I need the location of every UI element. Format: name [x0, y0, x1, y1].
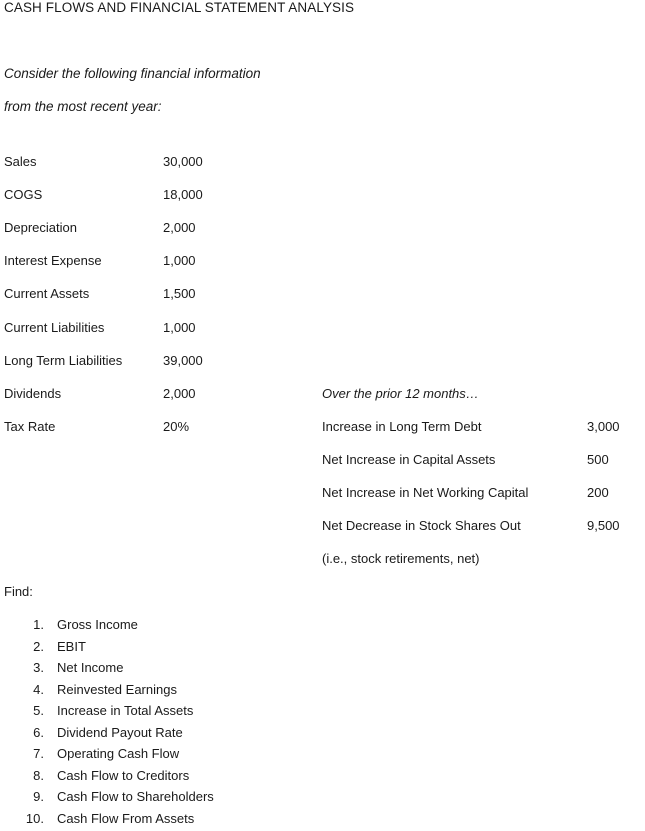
financial-label-dividends: Dividends — [4, 386, 62, 401]
financial-label-depreciation: Depreciation — [4, 220, 77, 235]
financial-value-sales: 30,000 — [163, 154, 203, 169]
task-number: 10. — [25, 810, 44, 826]
find-label: Find: — [4, 584, 33, 599]
page-title: CASH FLOWS AND FINANCIAL STATEMENT ANALYSIS — [4, 0, 355, 15]
task-text: Dividend Payout Rate — [57, 724, 183, 740]
prior-value-stock-shares: 9,500 — [587, 518, 620, 533]
financial-label-cogs: COGS — [4, 187, 43, 202]
financial-label-current-assets: Current Assets — [4, 286, 90, 301]
financial-value-long-term-liabilities: 39,000 — [163, 353, 203, 368]
task-text: Gross Income — [57, 617, 138, 632]
prior-label-net-working-capital: Net Increase in Net Working Capital — [322, 485, 529, 500]
financial-value-cogs: 18,000 — [163, 187, 203, 202]
prior-value-lt-debt: 3,000 — [587, 419, 620, 434]
task-text: Reinvested Earnings — [57, 681, 177, 697]
prior-note: (i.e., stock retirements, net) — [322, 551, 480, 566]
task-text: Increase in Total Assets — [57, 703, 194, 718]
financial-label-current-liabilities: Current Liabilities — [4, 320, 105, 335]
task-number: 8. — [33, 767, 44, 783]
financial-value-dividends: 2,000 — [163, 386, 196, 401]
task-number: 7. — [33, 746, 44, 761]
financial-label-long-term-liabilities: Long Term Liabilities — [4, 353, 123, 368]
financial-value-current-assets: 1,500 — [163, 286, 196, 301]
prior-value-capital-assets: 500 — [587, 452, 609, 467]
task-number: 5. — [33, 703, 44, 718]
task-number: 1. — [33, 617, 44, 632]
task-number: 6. — [33, 724, 44, 740]
task-number: 2. — [33, 638, 44, 654]
prior-value-net-working-capital: 200 — [587, 485, 609, 500]
financial-value-tax-rate: 20% — [163, 419, 190, 434]
financial-value-interest-expense: 1,000 — [163, 253, 196, 268]
prior-months-heading: Over the prior 12 months… — [322, 386, 479, 401]
task-text: Cash Flow From Assets — [57, 810, 195, 826]
task-number: 9. — [33, 789, 44, 804]
intro-line-1: Consider the following financial information — [4, 66, 261, 81]
task-number: 4. — [33, 681, 44, 697]
intro-line-2: from the most recent year: — [4, 99, 162, 114]
financial-label-interest-expense: Interest Expense — [4, 253, 102, 268]
task-text: Cash Flow to Shareholders — [57, 789, 214, 804]
prior-label-stock-shares: Net Decrease in Stock Shares Out — [322, 518, 521, 533]
prior-label-capital-assets: Net Increase in Capital Assets — [322, 452, 496, 467]
task-number: 3. — [33, 660, 44, 675]
financial-value-depreciation: 2,000 — [163, 220, 196, 235]
task-text: Net Income — [57, 660, 124, 675]
prior-label-lt-debt: Increase in Long Term Debt — [322, 419, 482, 434]
financial-label-sales: Sales — [4, 154, 37, 169]
task-text: EBIT — [57, 638, 86, 654]
financial-label-tax-rate: Tax Rate — [4, 419, 56, 434]
task-text: Operating Cash Flow — [57, 746, 180, 761]
task-text: Cash Flow to Creditors — [57, 767, 190, 783]
financial-value-current-liabilities: 1,000 — [163, 320, 196, 335]
